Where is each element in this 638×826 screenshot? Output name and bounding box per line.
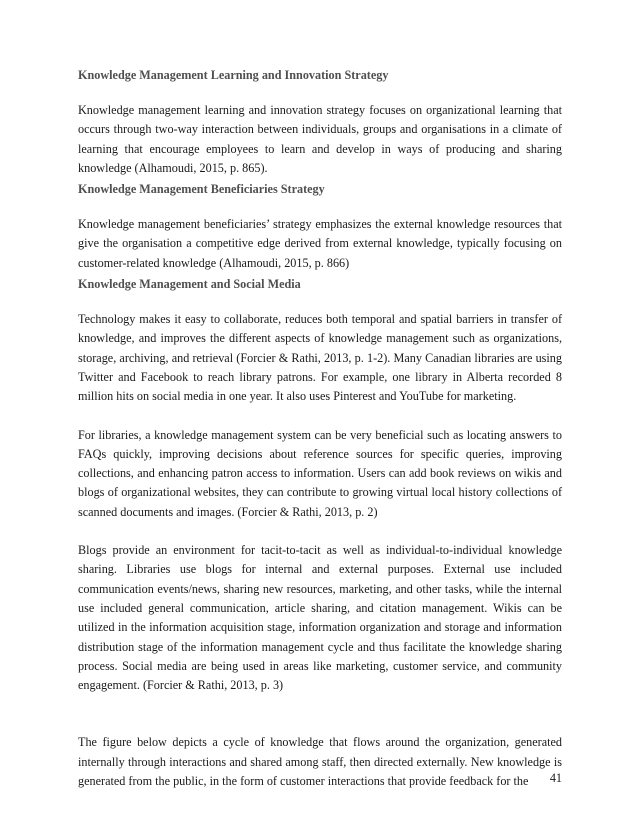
paragraph-beneficiaries: Knowledge management beneficiaries’ strategy emphasizes the external knowledge resources that give the organisation a competitive edge derived from external knowledge, typically focusing on customer-related knowledge (Alhamoudi, 2015, p. 866): [78, 217, 562, 270]
paragraph-libraries: For libraries, a knowledge management system can be very beneficial such as locating answers to FAQs quickly, improving decisions about reference sources for specific queries, improving collections, and enhancing patron access to information. Users can add book reviews on wikis and blogs of organizational websites, they can contribute to growing virtual local history collections of scanned documents and images. (Forcier & Rathi, 2013, p. 2): [78, 427, 562, 519]
paragraph-learning-innovation: Knowledge management learning and innovation strategy focuses on organizational learning that occurs through two-way interaction between individuals, groups and organisations in a climate of learning that encourage employees to learn and develop in ways of producing and sharing knowledge (Alhamoudi, 2015, p. 865).: [78, 103, 562, 175]
paragraph-technology: Technology makes it easy to collaborate, reduces both temporal and spatial barriers in transfer of knowledge, and improves the different aspects of knowledge management such as organizations, storage, archiving, and retrieval (Forcier & Rathi, 2013, p. 1-2). Many Canadian libraries are using Twitter and Facebook to reach library patrons. For example, one library in Alberta recorded 8 million hits on social media in one year. It also uses Pinterest and YouTube for marketing.: [78, 312, 562, 404]
paragraph-blogs: Blogs provide an environment for tacit-to-tacit as well as individual-to-individual knowledge sharing. Libraries use blogs for internal and external purposes. External use included communication events/news, sharing new resources, marketing, and other tasks, while the internal use included general communication, article sharing, and citation management. Wikis can be utilized in the information acquisition stage, information organization and storage and information distribution stage of the information management cycle and thus facilitate the knowledge sharing process. Social media are being used in areas like marketing, customer service, and community engagement. (Forcier & Rathi, 2013, p. 3): [78, 543, 562, 693]
page-number: 41: [549, 771, 562, 785]
section-heading-social-media: Knowledge Management and Social Media: [78, 277, 301, 292]
section-heading-beneficiaries: Knowledge Management Beneficiaries Strategy: [78, 182, 325, 197]
paragraph-figure-intro: The figure below depicts a cycle of knowledge that flows around the organization, generated internally through interactions and shared among staff, then directed externally. New knowledge is generated from the public, in the form of customer interactions that provide feedback for the: [78, 735, 562, 789]
section-heading-learning-innovation: Knowledge Management Learning and Innovation Strategy: [78, 68, 389, 82]
page-content: [78, 66, 562, 791]
